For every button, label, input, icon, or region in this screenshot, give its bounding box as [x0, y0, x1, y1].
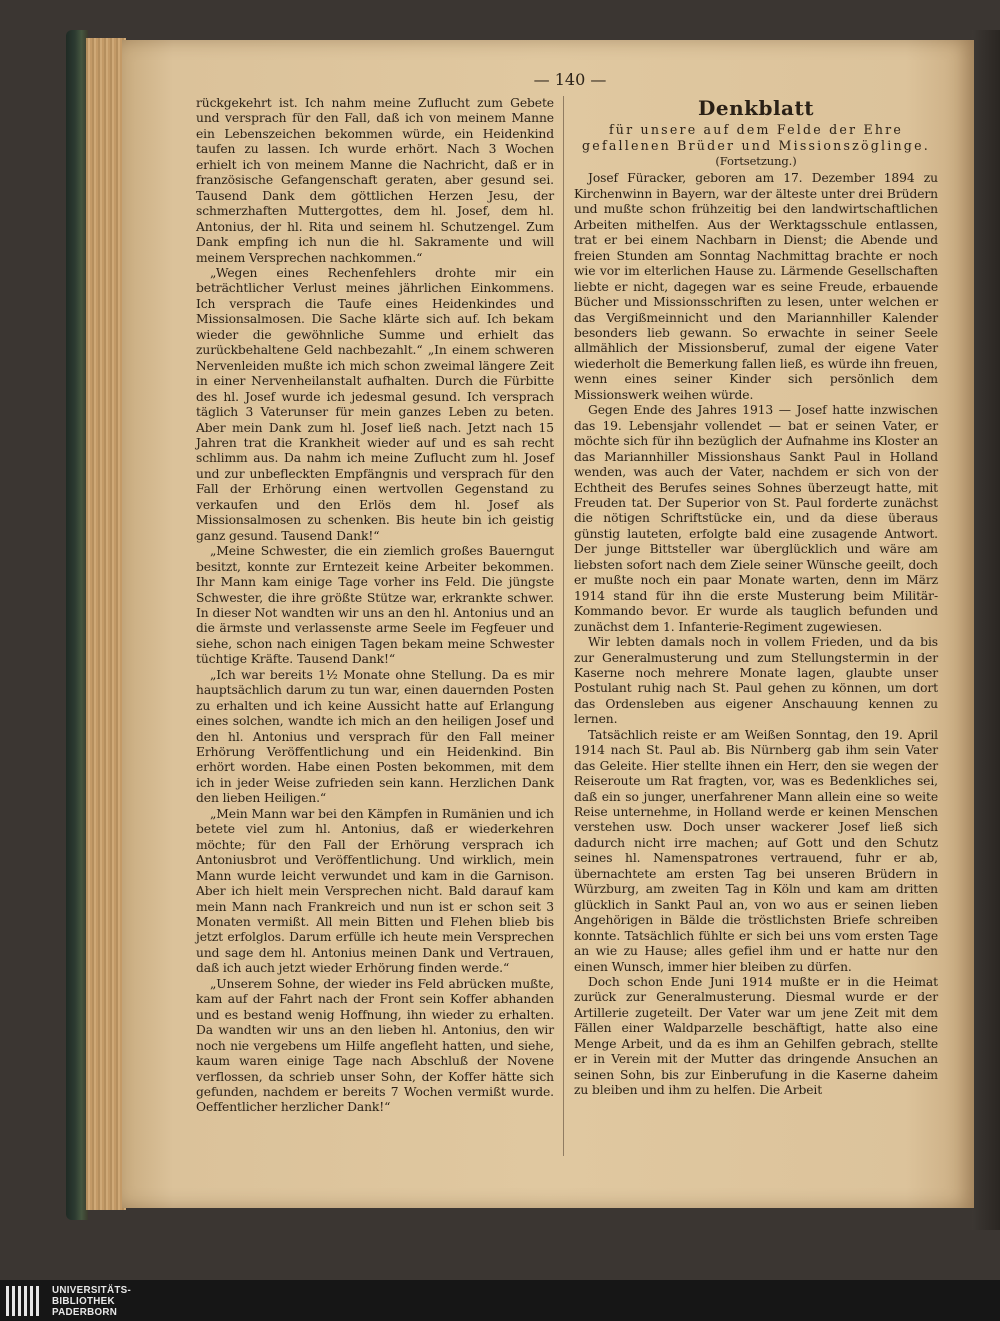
paragraph: „Wegen eines Rechenfehlers drohte mir ein beträchtlicher Verlust meines jährlichen Einkommens. Ich versprach die Taufe eines Heidenkindes und Missionsalmosen. Die Sache klärte sich auf. Ich bekam wieder die gewöhnliche Summe und erhielt das zurückbehaltene Geld nachbezahlt.“ „In einem schweren Nervenleiden mußte ich mich schon zweimal längere Zeit in einer Nervenheilanstalt aufhalten. Durch die Fürbitte des hl. Josef wurde ich jedesmal gesund. Ich versprach täglich 3 Vaterunser für mein ganzes Leben zu beten. Aber mein Dank zum hl. Josef ließ nach. Jetzt nach 15 Jahren trat die Krankheit wieder auf und es sah recht schlimm aus. Da nahm ich meine Zuflucht zum hl. Josef und zur unbefleckten Empfängnis und versprach für den Fall der Erhörung einen wertvollen Gegenstand zu verkaufen und den Erlös dem hl. Josef als Missionsalmosen zu schenken. Bis heute bin ich geistig ganz gesund. Tausend Dank!“: [196, 265, 554, 543]
right-column: [574, 96, 938, 1099]
paragraph: Josef Füracker, geboren am 17. Dezember 1894 zu Kirchenwinn in Bayern, war der älteste unter drei Brüdern und mußte schon frühzeitig bei den landwirtschaftlichen Arbeiten mithelfen. Aus der Werktagsschule entlassen, trat er bei einem Nachbarn in Dienst; die Abende und freien Stunden am Sonntag Nachmittag brachte er noch wie vor im elterlichen Hause zu. Lärmende Gesellschaften liebte er nicht, dagegen war es seine Freude, erbauende Bücher und Missionsschriften zu lesen, unter welchen er das Vergißmeinnicht und den Mariannhiller Kalender besonders lieb gewann. So erwachte in seiner Seele allmählich der Missionsberuf, zumal der eigene Vater wiederholt die Bemerkung fallen ließ, es würde ihn freuen, wenn eines seiner Kinder sich persönlich dem Missionswerk weihen würde.: [574, 171, 938, 402]
library-name: [52, 1285, 131, 1318]
paragraph: rückgekehrt ist. Ich nahm meine Zuflucht zum Gebete und versprach für den Fall, daß ich von meinem Manne ein Lebenszeichen bekommen würde, ein Heidenkind taufen zu lassen. Ich wurde erhört. Nach 3 Wochen erhielt ich von meinem Manne die Nachricht, daß er in französische Gefangenschaft geraten, aber gesund sei. Tausend Dank dem göttlichen Herzen Jesu, der schmerzhaften Muttergottes, dem hl. Josef, dem hl. Antonius, der hl. Rita und seinem hl. Schutzengel. Zum Dank empfing ich nun die hl. Sakramente und will meinem Versprechen nachkommen.“: [196, 96, 554, 265]
library-name-line: PADERBORN: [52, 1307, 118, 1318]
library-footer: [0, 1280, 1000, 1321]
paragraph: „Mein Mann war bei den Kämpfen in Rumänien und ich betete viel zum hl. Antonius, daß er wiederkehren möchte; für den Fall der Erhörung versprach ich Antoniusbrot und Veröffentlichung. Und wirklich, mein Mann wurde leicht verwundet und kam in die Garnison. Aber ich hielt mein Versprechen nicht. Bald darauf kam mein Mann nach Frankreich und nun ist er schon seit 3 Monaten vermißt. All mein Bitten und Flehen blieb bis jetzt erfolglos. Darum erfülle ich heute mein Versprechen und sage dem hl. Antonius meinen Dank und Vertrauen, daß ich auch jetzt wieder Erhörung finden werde.“: [196, 806, 554, 976]
article-title: Denkblatt: [698, 96, 814, 120]
paragraph: Tatsächlich reiste er am Weißen Sonntag, den 19. April 1914 nach St. Paul ab. Bis Nürnberg gab ihm sein Vater das Geleite. Hier stellte ihnen ein Herr, den sie wegen der Reiseroute um Rat fragten, vor, was es Bedenkliches sei, daß ein so junger, unerfahrener Mann allein eine so weite Reise unternehme, in Holland werde er keinen Menschen verstehen usw. Doch unser wackerer Josef ließ sich dadurch nicht irre machen; auf Gott und den Schutz seines hl. Namenspatrones vertrauend, fuhr er ab, übernachtete am ersten Tag bei unseren Brüdern in Würzburg, am zweiten Tag in Köln und kam am dritten glücklich in Sankt Paul an, von wo aus er seinen lieben Angehörigen in Bälde die tröstlichsten Briefe schreiben konnte. Tatsächlich fühlte er sich bei uns vom ersten Tage an wie zu Hause; alles gefiel ihm und er hatte nur den einen Wunsch, immer hier bleiben zu dürfen.: [574, 727, 938, 974]
left-column: [196, 96, 554, 1116]
page-shadow: [972, 30, 1000, 1230]
paragraph: Wir lebten damals noch in vollem Frieden, und da bis zur Generalmusterung und zum Stellungstermin in der Kaserne noch mehrere Monate lagen, glaubte unser Postulant ruhig nach St. Paul gehen zu können, um dort das Ordensleben aus eigener Anschauung kennen zu lernen.: [574, 635, 938, 727]
library-logo-icon: [6, 1286, 46, 1316]
paragraph: „Meine Schwester, die ein ziemlich großes Bauerngut besitzt, konnte zur Erntezeit keine Arbeiter bekommen. Ihr Mann kam einige Tage vorher ins Feld. Die jüngste Schwester, die ihre größte Stütze war, erkrankte schwer. In dieser Not wandten wir uns an den hl. Antonius und an die ärmste und verlassenste arme Seele im Fegfeuer und siehe, schon nach einigen Tagen bekam meine Schwester tüchtige Kräfte. Tausend Dank!“: [196, 544, 554, 667]
paragraph: „Unserem Sohne, der wieder ins Feld abrücken mußte, kam auf der Fahrt nach der Front sein Koffer abhanden und es bestand wenig Hoffnung, ihn wieder zu erhalten. Da wandten wir uns an den lieben hl. Antonius, den wir noch nie vergebens um Hilfe angefleht hatten, und siehe, kaum waren einige Tage nach Abschluß der Novene verflossen, da schrieb unser Sohn, der Koffer hätte sich gefunden, nachdem er bereits 7 Wochen vermißt wurde. Oeffentlicher herzlicher Dank!“: [196, 976, 554, 1115]
library-name-line: BIBLIOTHEK: [52, 1296, 115, 1307]
article-subtitle: für unsere auf dem Felde der Ehre gefallenen Brüder und Missionszöglinge.: [582, 122, 930, 153]
paragraph: Gegen Ende des Jahres 1913 — Josef hatte inzwischen das 19. Lebensjahr vollendet — bat er seinen Vater, er möchte sich für ihn bezüglich der Aufnahme ins Kloster an das Mariannhiller Missionshaus Sankt Paul in Holland wenden, was auch der Vater, nachdem er sich von der Echtheit des Berufes seines Sohnes überzeugt hatte, mit Freuden tat. Der Superior von St. Paul forderte zunächst die nötigen Schriftstücke ein, und da diese überaus günstig lauteten, erfolgte bald eine zusagende Antwort. Der junge Bittsteller war überglücklich und wäre am liebsten sofort nach dem Ziele seiner Wünsche geeilt, doch er mußte noch ein paar Monate warten, denn im März 1914 stand für ihn die erste Musterung beim Militär-Kommando bevor. Er wurde als tauglich befunden und zunächst dem 1. Infanterie-Regiment zugewiesen.: [574, 403, 938, 634]
continuation-note: (Fortsetzung.): [715, 154, 797, 168]
article-body: [574, 171, 938, 1098]
page-number: — 140 —: [533, 70, 607, 89]
library-name-line: UNIVERSITÄTS-: [52, 1285, 132, 1296]
paragraph: Doch schon Ende Juni 1914 mußte er in die Heimat zurück zur Generalmusterung. Diesmal wurde er der Artillerie zugeteilt. Der Vater war um jene Zeit mit dem Fällen einer Waldparzelle beschäftigt, hatte also eine Menge Arbeit, und da es ihm an Gehilfen gebrach, stellte er in Verein mit der Mutter das dringende Ansuchen an seinen Sohn, bis zur Einberufung in die Kaserne daheim zu bleiben und ihm zu helfen. Die Arbeit: [574, 975, 938, 1098]
column-divider: [563, 96, 564, 1156]
page-edges: [86, 38, 126, 1210]
paragraph: „Ich war bereits 1½ Monate ohne Stellung. Da es mir hauptsächlich darum zu tun war, einen dauernden Posten zu erhalten und ich keine Aussicht hatte auf Erlangung eines solchen, wandte ich mich an den heiligen Josef und den hl. Antonius und versprach für den Fall meiner Erhörung Veröffentlichung und ein Heidenkind. Bin erhört worden. Habe einen Posten bekommen, mit dem ich in jeder Weise zufrieden sein kann. Herzlichen Dank den lieben Heiligen.“: [196, 667, 554, 806]
book-binding: [66, 30, 88, 1220]
